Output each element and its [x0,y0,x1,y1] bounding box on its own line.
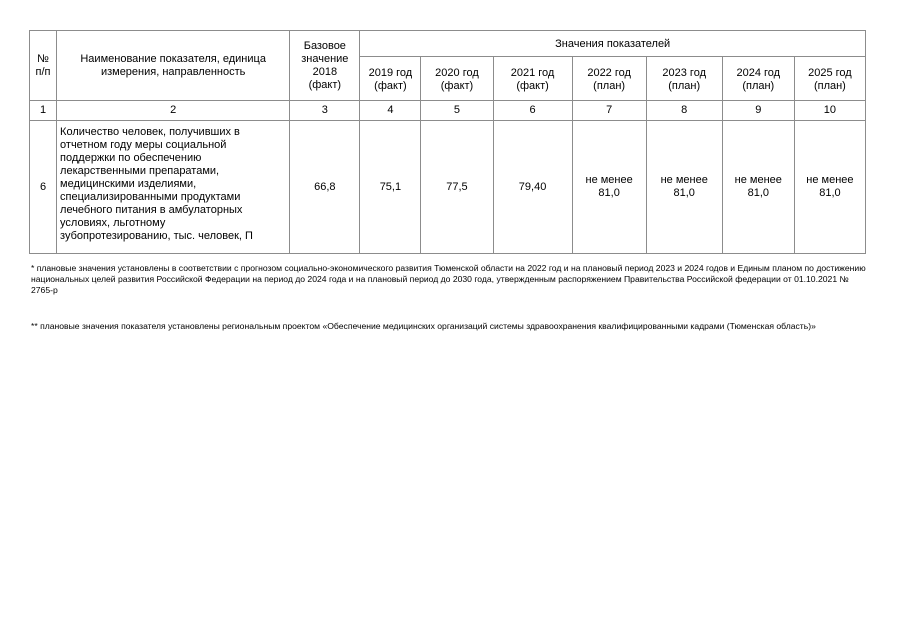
column-number: 8 [646,101,722,121]
column-number: 3 [290,101,360,121]
header-year-2024: 2024 год (план) [722,57,794,101]
column-number: 2 [57,101,290,121]
header-number: № п/п [30,31,57,101]
header-year-2022: 2022 год (план) [572,57,646,101]
value-2025: не менее 81,0 [794,121,865,254]
value-2020: 77,5 [421,121,493,254]
header-year-2023: 2023 год (план) [646,57,722,101]
column-numbers-row [30,101,866,121]
value-base-2018: 66,8 [290,121,360,254]
column-number: 10 [794,101,865,121]
value-2023: не менее 81,0 [646,121,722,254]
indicators-table [29,30,866,254]
indicator-name: Количество человек, получивших в отчетном году меры социальной поддержки по обеспечению лекарственными препаратами, медицинскими изделиями, специализированными продуктами лечебного питания в амбулаторных условиях, льготному зубопротезированию, тыс. человек, П [57,121,290,254]
header-indicator-name: Наименование показателя, единица измерения, направленность [57,31,290,101]
value-2019: 75,1 [360,121,421,254]
column-number: 1 [30,101,57,121]
header-year-2025: 2025 год (план) [794,57,865,101]
column-number: 9 [722,101,794,121]
header-year-2021: 2021 год (факт) [493,57,572,101]
row-number: 6 [30,121,57,254]
value-2024: не менее 81,0 [722,121,794,254]
header-indicator-values: Значения показателей [360,31,866,57]
header-year-2019: 2019 год (факт) [360,57,421,101]
column-number: 7 [572,101,646,121]
header-base-value: Базовое значение 2018 (факт) [290,31,360,101]
column-number: 5 [421,101,493,121]
header-row-1 [30,31,866,57]
value-2022: не менее 81,0 [572,121,646,254]
value-2021: 79,40 [493,121,572,254]
table-row [30,121,866,254]
footnote-regional-project: ** плановые значения показателя установлены региональным проектом «Обеспечение медицинских организаций системы здравоохранения квалифицированными кадрами (Тюменская область)» [31,321,816,331]
column-number: 6 [493,101,572,121]
header-year-2020: 2020 год (факт) [421,57,493,101]
footnote-plan-source: * плановые значения установлены в соответствии с прогнозом социально-экономического развития Тюменской области на 2022 год и на плановый период 2023 и 2024 годов и Единым планом по достижению национальных целей развития Российской Федерации на период до 2024 года и на плановый период до 2030 года, утвержденным распоряжением Правительства Российской федерации от 01.10.2021 № 2765-р [31,263,866,295]
column-number: 4 [360,101,421,121]
